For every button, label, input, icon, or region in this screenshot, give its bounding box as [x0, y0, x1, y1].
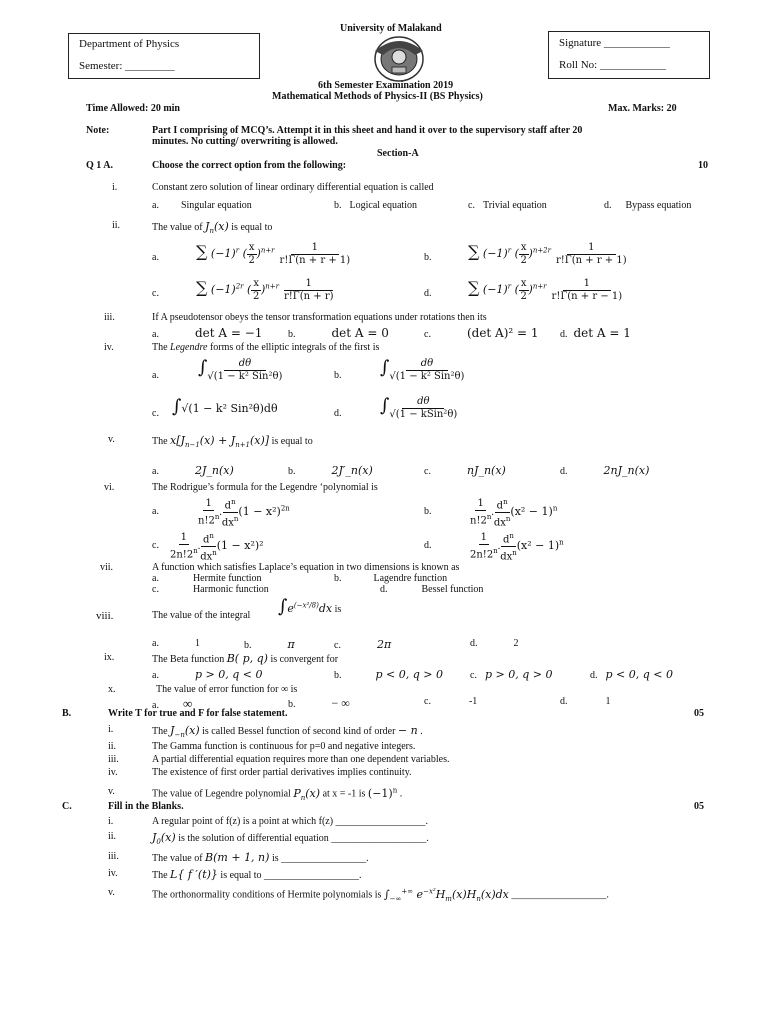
q-number: v. [108, 887, 115, 898]
department-label: Department of Physics [79, 38, 180, 50]
option-letter: b. [424, 506, 432, 517]
formula-option: ∫√(1 − k² Sin²θ)dθ [172, 396, 278, 417]
option-letter: a. [152, 506, 159, 517]
formula-option: ∑ $(-1)^r$ ( $\frac{x}{2}$ )$^{n+r}$ $\frac{1}{r!\Gamma(n + r + 1)}$ [196, 241, 351, 266]
question-text: A function which satisfies Laplace’s equation in two dimensions is known as [152, 562, 460, 573]
option-text: (det A)² = 1 [466, 326, 539, 340]
option-text: Lagendre function [373, 573, 448, 584]
option-text: nJ_n(x) [466, 464, 506, 477]
option-letter: c. [152, 584, 159, 595]
option-letter: a. [152, 670, 159, 681]
option-letter: d. [560, 329, 568, 340]
signature-box [548, 31, 710, 79]
option-letter: a. [152, 466, 159, 477]
formula-option: $\frac{1}{2n!2^n}$ . $\frac{d^n}{dx^n}$ $(x^2 - 1)^n$ [470, 532, 564, 563]
department-box [68, 33, 260, 79]
section-heading: Section-A [377, 148, 419, 159]
option-text: 1 [194, 638, 200, 649]
option-letter: c. [152, 288, 159, 299]
question-text: The Beta function B( p, q) is convergent for [152, 652, 339, 665]
option-text: 2 [513, 638, 519, 649]
q-number: iii. [108, 851, 119, 862]
option-letter: d. [380, 584, 388, 595]
formula-option: ∫ $\frac{d\theta}{\text{√(1 − k² Sin²θ)}}$ [380, 356, 465, 382]
statement-text: The Gamma function is continuous for p=0 and negative integers. [152, 741, 416, 752]
option-text: ∞ [182, 696, 193, 711]
option-letter: d. [470, 638, 478, 649]
option-letter: b. [334, 200, 342, 211]
statement-text: The existence of first order partial derivatives implies continuity. [152, 767, 412, 778]
q-number: i. [108, 724, 114, 735]
option-letter: c. [424, 329, 431, 340]
option-letter: c. [424, 696, 431, 707]
question-text: The value of $J_n(x)$ is equal to [152, 220, 273, 236]
option-text: Trivial equation [482, 200, 547, 211]
option-text: Hermite function [192, 573, 262, 584]
option-letter: b. [334, 573, 342, 584]
option-letter: d. [560, 696, 568, 707]
q-number: x. [108, 684, 116, 695]
option-text: Singular equation [180, 200, 252, 211]
fill-blank-text: The value of B(m + 1, n) is _________________. [152, 851, 369, 864]
option-text: det A = −1 [194, 326, 263, 340]
option-letter: c. [334, 640, 341, 651]
q1a-instruction: Choose the correct option from the following: [152, 160, 347, 171]
formula-option: ∑ $(-1)^r$ ( $\frac{x}{2}$ )$^{n+2r}$ $\frac{1}{r!\Gamma(n + r + 1)}$ [468, 241, 627, 266]
sectionB-instruction: Write T for true and F for false statement. [108, 708, 288, 719]
note-line-2: minutes. No cutting/ overwriting is allowed. [152, 136, 338, 147]
option-letter: a. [152, 700, 159, 711]
q-number: vi. [104, 482, 115, 493]
max-marks: Max. Marks: 20 [608, 103, 677, 114]
exam-title: 6th Semester Examination 2019 [318, 80, 454, 91]
note-label: Note: [86, 125, 110, 136]
option-letter: b. [424, 252, 432, 263]
option-text: p > 0, q > 0 [484, 668, 553, 681]
option-letter: a. [152, 573, 159, 584]
option-letter: d. [604, 200, 612, 211]
option-letter: c. [424, 466, 431, 477]
question-text: The value of error function for ∞ is [156, 684, 298, 695]
option-letter: d. [424, 288, 432, 299]
q-number: v. [108, 786, 115, 797]
fill-blank-text: A regular point of f(z) is a point at which f(z) __________________. [152, 816, 429, 827]
option-letter: b. [244, 640, 252, 651]
note-line-1: Part I comprising of MCQ’s. Attempt it in this sheet and hand it over to the supervisory staff after 20 [152, 125, 583, 136]
formula-option: ∑ $(-1)^r$ ( $\frac{x}{2}$ )$^{n+r}$ $\frac{1}{r!\Gamma(n + r - 1)}$ [468, 277, 623, 302]
option-text: 2J_n(x) [194, 464, 234, 477]
course-title: Mathematical Methods of Physics-II (BS Physics) [272, 91, 483, 102]
q-number: ii. [108, 831, 117, 842]
roll-no-field: Roll No: ____________ [559, 59, 666, 71]
fill-blank-text: $J_0(x)$ is the solution of differential equation ___________________. [152, 831, 429, 847]
option-letter: d. [560, 466, 568, 477]
signature-field: Signature ____________ [559, 37, 670, 49]
q-number: v. [108, 434, 115, 445]
option-letter: a. [152, 329, 159, 340]
time-allowed: Time Allowed: 20 min [86, 103, 180, 114]
option-letter: b. [334, 670, 342, 681]
formula-option: ∫ $\frac{d\theta}{\text{√(1 − k² Sin²θ)}}$ [198, 356, 283, 382]
q-number: vii. [100, 562, 114, 573]
option-letter: a. [152, 638, 159, 649]
option-letter: b. [334, 370, 342, 381]
sectionB-label: B. [62, 708, 72, 719]
option-letter: c. [468, 200, 475, 211]
option-letter: d. [424, 540, 432, 551]
option-letter: c. [152, 540, 159, 551]
option-text: p > 0, q < 0 [194, 668, 263, 681]
integral-formula: $\int e^{(-x^2/8)}dx$ is [278, 596, 342, 617]
question-text: The $x[J_{n-1}(x) + J_{n+1}(x)]$ is equal to [152, 434, 313, 450]
option-text: det A = 1 [573, 326, 631, 340]
option-letter: a. [152, 200, 159, 211]
fill-blank-text: The L{ f ′(t)} is equal to ___________________. [152, 868, 362, 881]
university-logo [370, 33, 428, 83]
formula-option: ∫ $\frac{d\theta}{\text{√(1 − kSin²θ)}}$ [380, 394, 458, 420]
option-text: Harmonic function [192, 584, 269, 595]
q-number: ii. [112, 220, 121, 231]
question-text: The Rodrigue’s formula for the Legendre ‘polynomial is [152, 482, 378, 493]
option-text: Logical equation [349, 200, 417, 211]
option-text: − ∞ [331, 696, 350, 710]
option-text: p < 0, q > 0 [375, 668, 443, 681]
option-text: 2J′_n(x) [331, 464, 373, 477]
formula-option: $\frac{1}{2n!2^n}$ . $\frac{d^n}{dx^n}$ (1 − x²)² [170, 532, 264, 563]
option-letter: d. [590, 670, 598, 681]
option-text: -1 [468, 696, 478, 707]
formula-option: ∑ $(-1)^{2r}$ ( $\frac{x}{2}$ )$^{n+r}$ $\frac{1}{r!\Gamma(n + r)}$ [196, 277, 334, 302]
option-letter: a. [152, 370, 159, 381]
question-text: Constant zero solution of linear ordinary differential equation is called [152, 182, 434, 193]
question-text: The value of the integral [152, 610, 251, 621]
q-number: iii. [108, 754, 119, 765]
option-letter: d. [334, 408, 342, 419]
sectionC-label: C. [62, 801, 72, 812]
q-number: iv. [108, 868, 118, 879]
q-number: i. [112, 182, 118, 193]
option-letter: c. [470, 670, 477, 681]
sectionC-marks: 05 [694, 801, 704, 812]
option-text: Bypass equation [625, 200, 692, 211]
fill-blank-text: The orthonormality conditions of Hermite polynomials is $\int_{-\infty}^{+\infty}$ $e^{-x^2}H_m(x)H_n(x)dx$ ___________________. [152, 887, 609, 903]
q-number: ii. [108, 741, 117, 752]
option-text: π [287, 638, 295, 651]
q1a-marks: 10 [698, 160, 708, 171]
question-text: If A pseudotensor obeys the tensor transformation equations under rotations then its [152, 312, 487, 323]
q-number: i. [108, 816, 114, 827]
statement-text: The value of Legendre polynomial $P_n(x)$ at x = -1 is $(-1)^n$ . [152, 786, 403, 802]
option-letter: a. [152, 252, 159, 263]
q-number: ix. [104, 652, 115, 663]
sectionB-marks: 05 [694, 708, 704, 719]
option-text: 2nJ_n(x) [603, 464, 650, 477]
option-text: 1 [605, 696, 611, 707]
formula-option: $\frac{1}{n!2^n}$ . $\frac{d^n}{dx^n}$ $(x^2 - 1)^n$ [470, 498, 558, 529]
sectionC-instruction: Fill in the Blanks. [108, 801, 184, 812]
q1a-label: Q 1 A. [86, 160, 113, 171]
option-text: 2π [376, 638, 392, 651]
question-text: The Legendre forms of the elliptic integrals of the first is [152, 342, 380, 353]
option-text: det A = 0 [331, 326, 389, 340]
option-letter: b. [288, 329, 296, 340]
option-text: p < 0, q < 0 [605, 668, 673, 681]
option-letter: b. [288, 466, 296, 477]
q-number: iv. [104, 342, 114, 353]
option-letter: b. [288, 699, 296, 710]
formula-option: $\frac{1}{n!2^n}$ . $\frac{d^n}{dx^n}$ $(1 - x^2)^{2n}$ [198, 498, 290, 529]
statement-text: A partial differential equation requires more than one dependent variables. [152, 754, 450, 765]
q-number: iv. [108, 767, 118, 778]
option-text: Bessel function [421, 584, 484, 595]
q-number: iii. [104, 312, 115, 323]
q-number: viii. [96, 610, 114, 622]
statement-text: The $J_{-n}(x)$ is called Bessel function of second kind of order − n . [152, 724, 423, 740]
semester-field: Semester: _________ [79, 60, 175, 72]
option-letter: c. [152, 408, 159, 419]
university-name: University of Malakand [340, 23, 442, 34]
